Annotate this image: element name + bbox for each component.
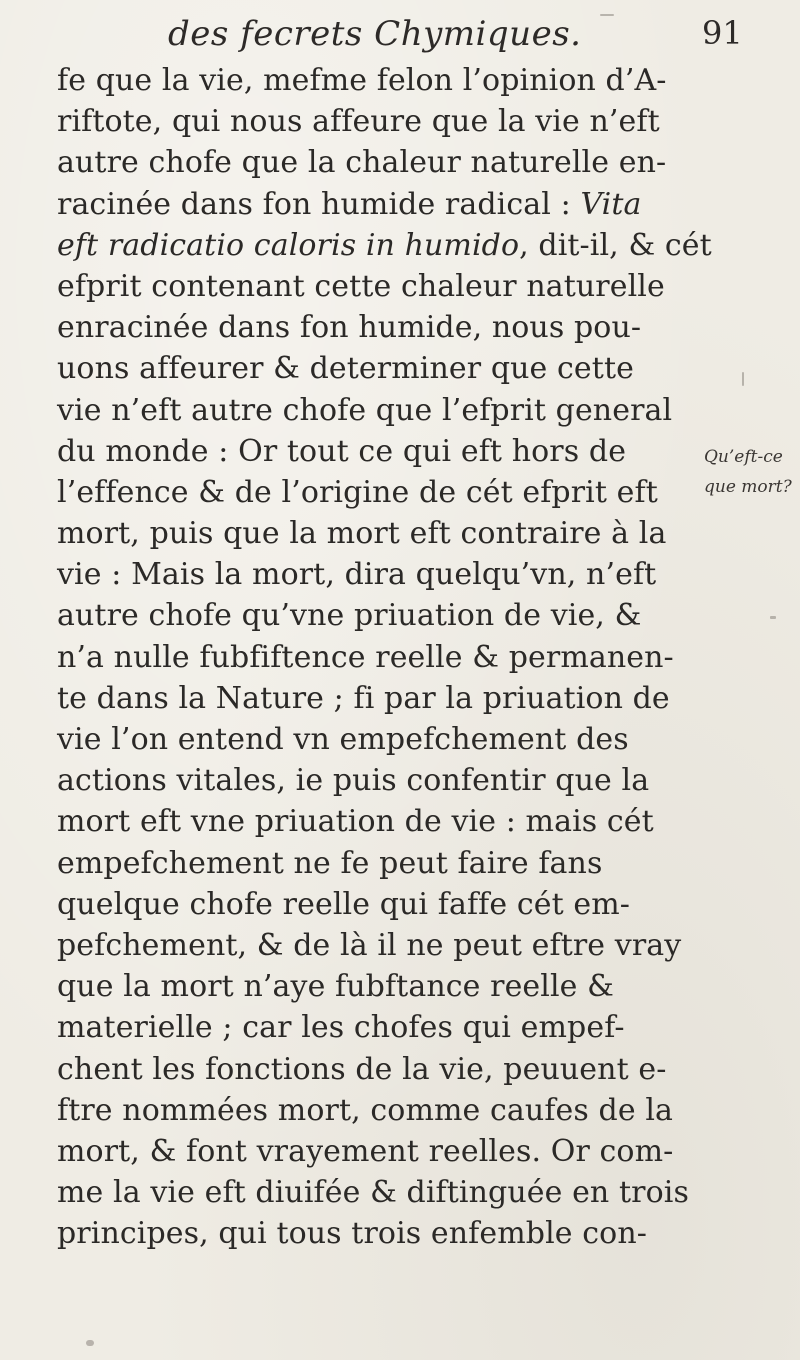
text-line: vie n’eft autre chofe que l’efprit general <box>57 392 673 428</box>
text-line: autre chofe que la chaleur naturelle en- <box>57 145 667 181</box>
running-title: des fecrets Chymiques. <box>168 14 582 54</box>
paper-speck <box>770 616 776 619</box>
text-line: materielle ; car les chofes qui empef- <box>57 1010 625 1046</box>
text-line: du monde : Or tout ce qui eft hors de <box>57 433 627 469</box>
text-line: vie : Mais la mort, dira quelqu’vn, n’eft <box>57 557 657 593</box>
text-line: ftre nommées mort, comme caufes de la <box>57 1092 674 1128</box>
paper-speck <box>742 372 744 386</box>
text-line: actions vitales, ie puis confentir que la <box>57 763 650 799</box>
body-text <box>57 60 712 1254</box>
text-line <box>57 184 687 225</box>
text-line: chent les fonctions de la vie, peuuent e- <box>57 1051 667 1087</box>
text-line: me la vie eft diuifée & diftinguée en trois <box>57 1175 689 1211</box>
text-line: te dans la Nature ; fi par la priuation de <box>57 680 670 716</box>
text-line: principes, qui tous trois enfemble con- <box>57 1216 647 1252</box>
page-number: 91 <box>702 14 743 52</box>
text-line: efprit contenant cette chaleur naturelle <box>57 268 665 304</box>
latin-quotation: Vita <box>580 186 642 222</box>
marginal-note <box>704 442 800 502</box>
text-line: quelque chofe reelle qui faffe cét em- <box>57 886 631 922</box>
text-line <box>57 225 712 266</box>
paper-speck <box>600 14 614 16</box>
text-line-part: racinée dans fon humide radical : <box>57 186 571 222</box>
text-line: enracinée dans fon humide, nous pou- <box>57 310 642 346</box>
text-line-part: , dit-il, & cét <box>519 227 712 263</box>
text-line: pefchement, & de là il ne peut eftre vray <box>57 927 682 963</box>
text-line: fe que la vie, mefme felon l’opinion d’A- <box>57 63 667 98</box>
text-line: mort, puis que la mort eft contraire à la <box>57 516 667 552</box>
text-line: empefchement ne fe peut faire fans <box>57 845 603 881</box>
paper-speck <box>86 1340 94 1346</box>
text-line: mort, & font vrayement reelles. Or com- <box>57 1133 674 1169</box>
text-line: autre chofe qu’vne priuation de vie, & <box>57 598 642 634</box>
marginal-note-line: que mort? <box>704 477 792 497</box>
marginal-note-line: Qu’eft-ce <box>704 447 783 467</box>
text-line: mort eft vne priuation de vie : mais cét <box>57 804 654 840</box>
text-line: n’a nulle fubfiftence reelle & permanen- <box>57 639 674 675</box>
text-line: vie l’on entend vn empefchement des <box>57 722 629 757</box>
running-head <box>0 12 800 60</box>
text-line: que la mort n’aye fubftance reelle & <box>57 969 614 1005</box>
text-line: uons affeurer & determiner que cette <box>57 351 634 387</box>
latin-quotation: eft radicatio caloris in humido <box>57 227 520 263</box>
text-line: l’effence & de l’origine de cét efprit eft <box>57 474 658 510</box>
text-line: riftote, qui nous affeure que la vie n’eft <box>57 104 660 140</box>
